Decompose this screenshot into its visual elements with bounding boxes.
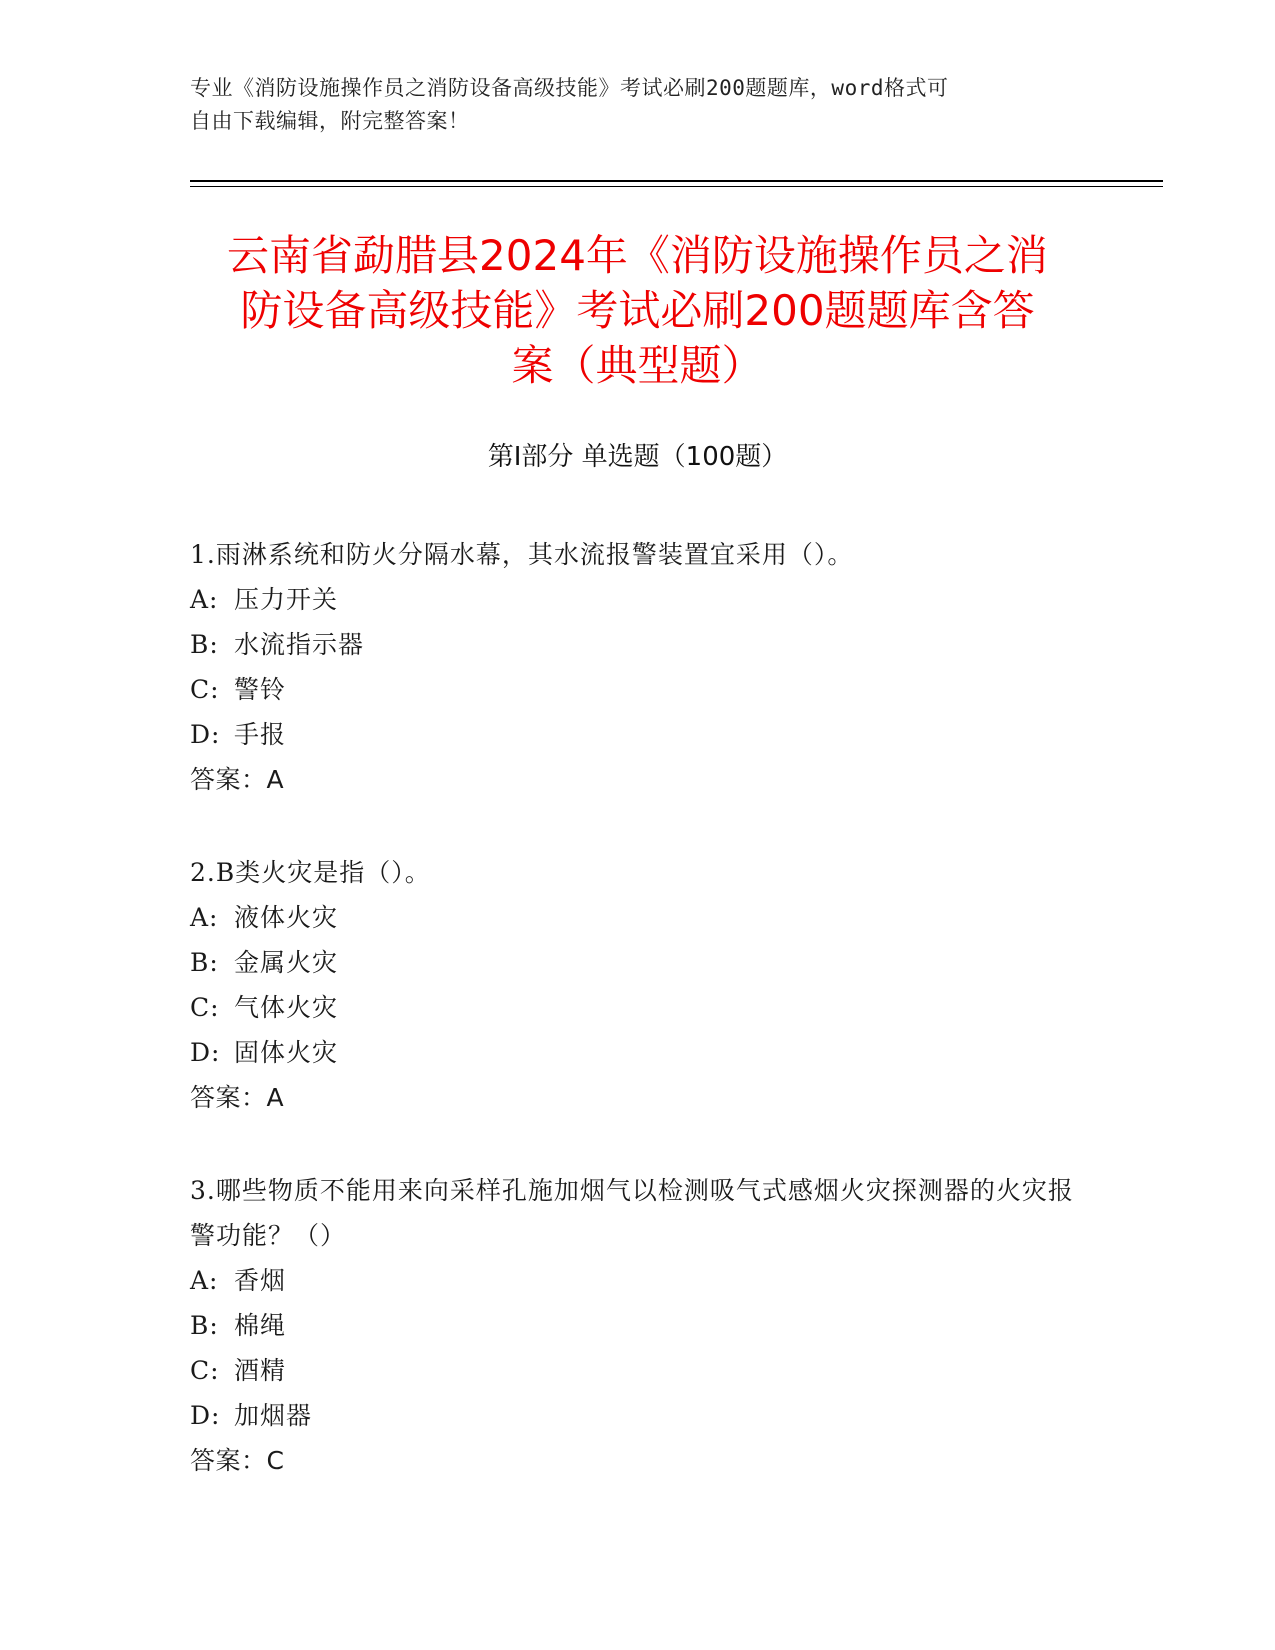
option-key: A:: [190, 903, 219, 932]
option-key: C:: [190, 1356, 220, 1385]
option-key: D:: [190, 1401, 221, 1430]
option-key: C:: [190, 993, 220, 1022]
option-text: 水流指示器: [234, 630, 365, 659]
option-text: 固体火灾: [234, 1038, 339, 1067]
question-option-a: [190, 895, 1090, 940]
header-note: [190, 72, 1090, 138]
option-text: 手报: [234, 720, 287, 749]
header-divider-thin: [190, 186, 1163, 187]
option-text: 香烟: [234, 1266, 287, 1295]
document-title: [150, 228, 1125, 393]
question-option-b: [190, 940, 1090, 985]
option-key: C:: [190, 675, 220, 704]
option-key: B:: [190, 1311, 219, 1340]
question-option-c: [190, 667, 1090, 712]
option-text: 棉绳: [234, 1311, 287, 1340]
option-text: 压力开关: [234, 585, 339, 614]
option-text: 液体火灾: [234, 903, 339, 932]
option-key: A:: [190, 585, 219, 614]
option-key: D:: [190, 720, 221, 749]
option-text: 加烟器: [234, 1401, 313, 1430]
header-note-line-2: 自由下载编辑，附完整答案！: [190, 109, 470, 133]
question-option-c: [190, 1348, 1090, 1393]
question-answer: 答案：C: [190, 1446, 285, 1475]
question-answer: 答案：A: [190, 1083, 285, 1112]
question-option-d: [190, 712, 1090, 757]
question-option-a: [190, 577, 1090, 622]
option-text: 警铃: [234, 675, 287, 704]
question-option-c: [190, 985, 1090, 1030]
option-text: 酒精: [234, 1356, 287, 1385]
question-option-b: [190, 1303, 1090, 1348]
question-list: [190, 532, 1090, 1531]
question-item: [190, 532, 1090, 802]
option-key: B:: [190, 630, 219, 659]
header-divider-thick: [190, 180, 1163, 182]
question-stem: 2.B类火灾是指（）。: [190, 858, 431, 887]
option-key: B:: [190, 948, 219, 977]
question-stem: 3.哪些物质不能用来向采样孔施加烟气以检测吸气式感烟火灾探测器的火灾报警功能？（）: [190, 1176, 1074, 1250]
question-option-b: [190, 622, 1090, 667]
option-key: A:: [190, 1266, 219, 1295]
question-item: [190, 850, 1090, 1120]
option-text: 金属火灾: [234, 948, 339, 977]
document-title-line-1: 云南省勐腊县2024年《消防设施操作员之消: [227, 231, 1048, 280]
question-answer: 答案：A: [190, 765, 285, 794]
document-title-line-3: 案（典型题）: [511, 341, 764, 390]
header-note-line-1: 专业《消防设施操作员之消防设备高级技能》考试必刷200题题库，word格式可: [190, 76, 949, 100]
question-option-d: [190, 1393, 1090, 1438]
document-title-line-2: 防设备高级技能》考试必刷200题题库含答: [240, 286, 1035, 335]
question-option-a: [190, 1258, 1090, 1303]
question-stem: 1.雨淋系统和防火分隔水幕，其水流报警装置宜采用（）。: [190, 540, 854, 569]
option-text: 气体火灾: [234, 993, 339, 1022]
question-item: [190, 1168, 1090, 1483]
section-heading: 第I部分 单选题（100题）: [487, 442, 788, 472]
question-option-d: [190, 1030, 1090, 1075]
option-key: D:: [190, 1038, 221, 1067]
